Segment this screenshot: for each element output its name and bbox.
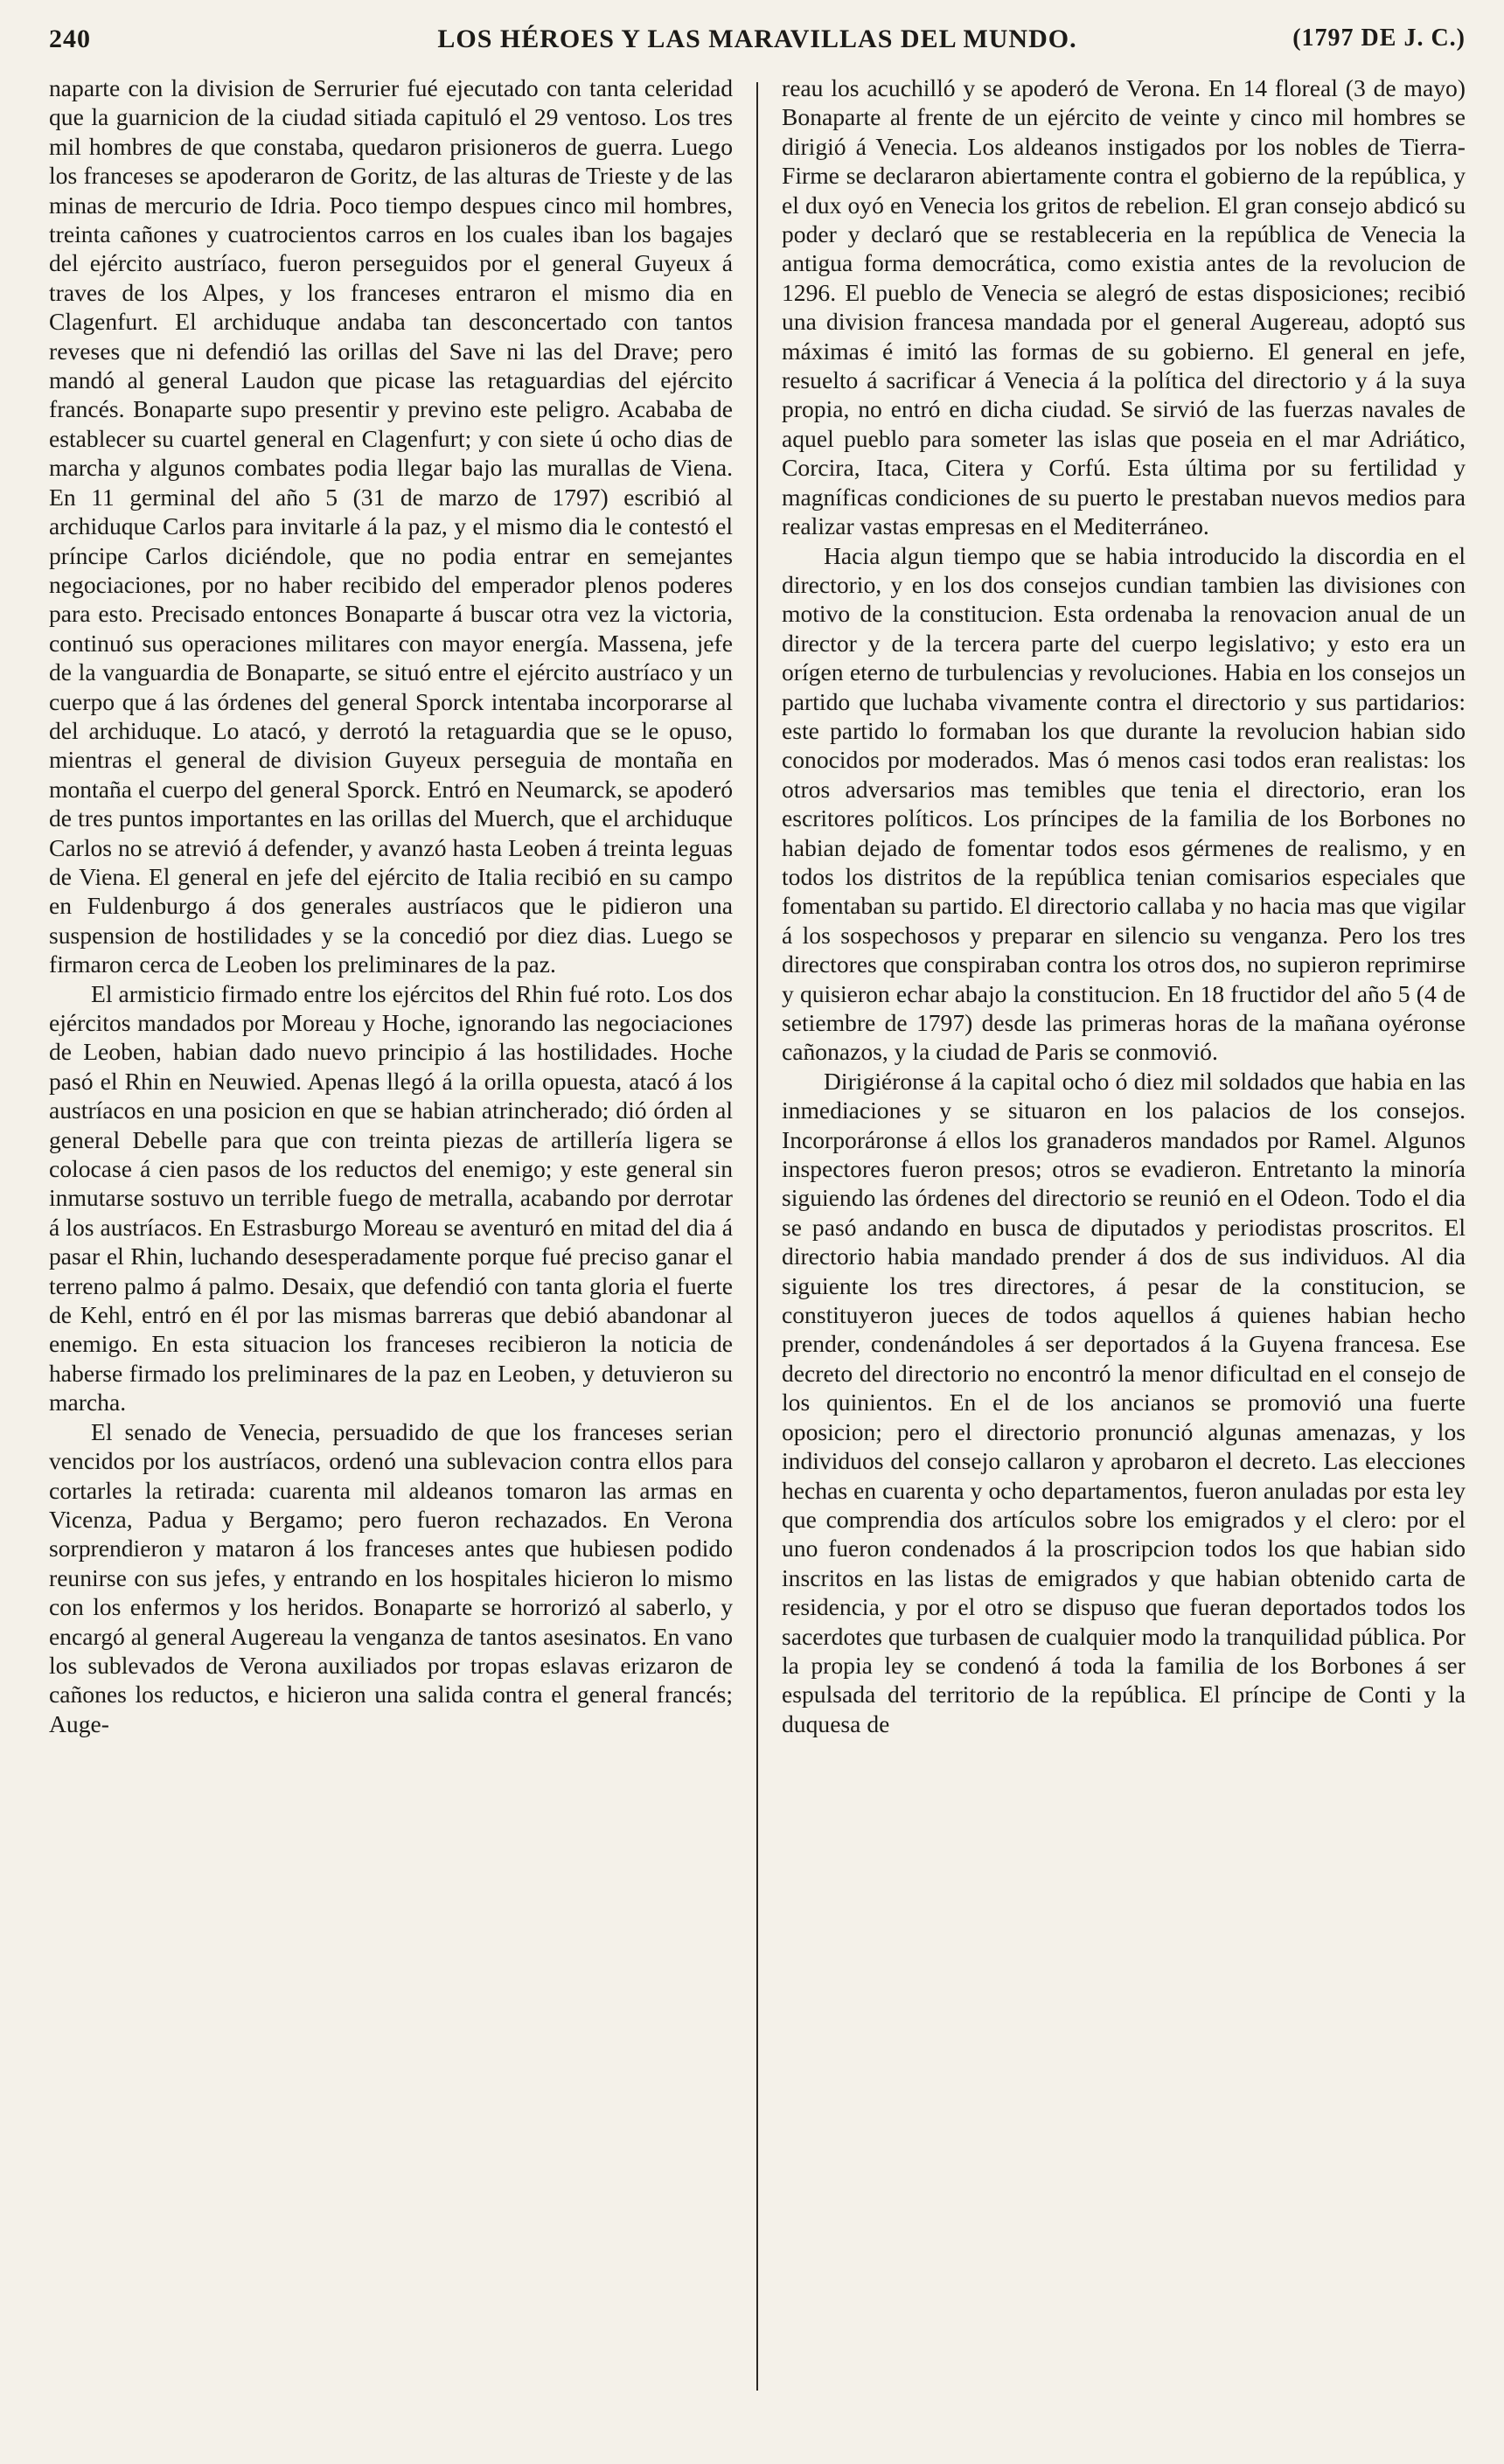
paragraph: naparte con la division de Serrurier fué ejecutado con tanta celeridad que la guarnicion de la ciudad sitiada capituló el 29 ventoso. Los tres mil hombres de que constaba, quedaron prisioneros de guerra. Luego los franceses se apoderaron de Goritz, de las alturas de Trieste y de las minas de mercurio de Idria. Poco tiempo despues cinco mil hombres, treinta cañones y cuatrocientos carros en los cuales iban los bagajes del ejército austríaco, fueron perseguidos por el general Guyeux á traves de los Alpes, y los franceses entraron el mismo dia en Clagenfurt. El archiduque andaba tan desconcertado con tantos reveses que ni defendió las orillas del Save ni las del Drave; pero mandó al general Laudon que picase las retaguardias del ejército francés. Bonaparte supo presentir y previno este peligro. Acababa de establecer su cuartel general en Clagenfurt; y con siete ú ocho dias de marcha y algunos combates podia llegar bajo las murallas de Viena. En 11 germinal del año 5 (31 de marzo de 1797) escribió al archiduque Carlos para invitarle á la paz, y el mismo dia le contestó el príncipe Carlos diciéndole, que no podia entrar en semejantes negociaciones, por no haber recibido del emperador plenos poderes para esto. Precisado entonces Bonaparte á buscar otra vez la victoria, continuó sus operaciones militares con mayor energía. Massena, jefe de la vanguardia de Bonaparte, se situó entre el ejército austríaco y un cuerpo que á las órdenes del general Sporck intentaba incorporarse al del archiduque. Lo atacó, y derrotó la retaguardia que se le opuso, mientras el general de division Guyeux perseguia de montaña en montaña el cuerpo del general Sporck. Entró en Neumarck, se apoderó de tres puntos importantes en las orillas del Muerch, que el archiduque Carlos no se atrevió á defender, y avanzó hasta Leoben á treinta leguas de Viena. El general en jefe del ejército de Italia recibió en su campo en Fuldenburgo á dos generales austríacos que le pidieron una suspension de hostilidades y se la concedió por diez dias. Luego se firmaron cerca de Leoben los preliminares de la paz. (49, 74, 733, 978)
column-divider (756, 82, 758, 2391)
running-header (49, 19, 1466, 65)
running-title: LOS HÉROES Y LAS MARAVILLAS DEL MUNDO. (437, 24, 1077, 53)
page (49, 19, 1466, 2441)
paragraph: El armisticio firmado entre los ejércitos del Rhin fué roto. Los dos ejércitos mandados por Moreau y Hoche, ignorando las negociaciones de Leoben, habian dado nuevo principio á las hostilidades. Hoche pasó el Rhin en Neuwied. Apenas llegó á la orilla opuesta, atacó á los austríacos en una posicion en que se habian atrincherado; dió órden al general Debelle para que con treinta piezas de artillería ligera se colocase á cien pasos de los reductos del enemigo; y este general sin inmutarse sostuvo un terrible fuego de metralla, acabando por derrotar á los austríacos. En Estrasburgo Moreau se aventuró en mitad del dia á pasar el Rhin, luchando desesperadamente porque fué preciso ganar el terreno palmo á palmo. Desaix, que defendió con tanta gloria el fuerte de Kehl, entró en él por las mismas barreras que debió abandonar al enemigo. En esta situacion los franceses recibieron la noticia de haberse firmado los preliminares de la paz en Leoben, y detuvieron su marcha. (49, 979, 733, 1416)
header-date: (1797 DE J. C.) (1292, 24, 1466, 52)
paragraph: Dirigiéronse á la capital ocho ó diez mil soldados que habia en las inmediaciones y se situaron en los palacios de los consejos. Incorporáronse á ellos los granaderos mandados por Ramel. Algunos inspectores fueron presos; otros se evadieron. Entretanto la minoría siguiendo las órdenes del directorio se reunió en el Odeon. Todo el dia se pasó andando en busca de diputados y periodistas proscritos. El directorio habia mandado prender á dos de sus individuos. Al dia siguiente los tres directores, á pesar de la constitucion, se constituyeron jueces de todos aquellos á quienes habian hecho prender, condenándoles á ser deportados á la Guyena francesa. Ese decreto del directorio no encontró la menor dificultad en el consejo de los quinientos. En el de los ancianos se promovió una fuerte oposicion; pero el directorio pronunció algunas amenazas, y los individuos del consejo callaron y aprobaron el decreto. Las elecciones hechas en cuarenta y ocho departamentos, fueron anuladas por esta ley que comprendia dos artículos sobre los emigrados y el clero: por el uno fueron condenados á la proscripcion todos los que habian sido inscritos en las listas de emigrados y que habian obtenido carta de residencia, y por el otro se dispuso que fueran deportados todos los sacerdotes que turbasen de cualquier modo la tranquilidad pública. Por la propia ley se condenó á toda la familia de los Borbones á ser espulsada del territorio de la república. El príncipe de Conti y la duquesa de (782, 1067, 1466, 1737)
paragraph: El senado de Venecia, persuadido de que los franceses serian vencidos por los austríacos, ordenó una sublevacion contra ellos para cortarles la retirada: cuarenta mil aldeanos tomaron las armas en Vicenza, Padua y Bergamo; pero fueron rechazados. En Verona sorprendieron y mataron á los franceses antes que hubiesen podido reunirse con sus jefes, y entrando en los hospitales hicieron lo mismo con los enfermos y los heridos. Bonaparte se horrorizó al saberlo, y encargó al general Augereau la venganza de tantos asesinatos. En vano los sublevados de Verona auxiliados por tropas eslavas erizaron de cañones los reductos, e hicieron una salida contra el general francés; Auge- (49, 1417, 733, 1737)
paragraph: reau los acuchilló y se apoderó de Verona. En 14 floreal (3 de mayo) Bonaparte al frente de un ejército de veinte y cinco mil hombres se dirigió á Venecia. Los aldeanos instigados por los nobles de Tierra-Firme se declararon abiertamente contra el gobierno de la república, y el dux oyó en Venecia los gritos de rebelion. El gran consejo abdicó su poder y declaró que se restableceria en la república de Venecia la antigua forma democrática, como existia antes de la revolucion de 1296. El pueblo de Venecia se alegró de estas disposiciones; recibió una division francesa mandada por el general Augereau, adoptó sus máximas é imitó las formas de su gobierno. El general en jefe, resuelto á sacrificar á Venecia á la política del directorio y á la suya propia, no entró en dicha ciudad. Se sirvió de las fuerzas navales de aquel pueblo para someter las islas que poseia en el mar Adriático, Corcira, Itaca, Citera y Corfú. Esta última por su fertilidad y magníficas condiciones de su puerto le prestaban nuevos medios para realizar vastas empresas en el Mediterráneo. (782, 74, 1466, 540)
text-columns (49, 73, 1466, 2434)
right-column (782, 73, 1466, 2434)
paragraph: Hacia algun tiempo que se habia introducido la discordia en el directorio, y en los dos consejos cundian tambien las divisiones con motivo de la constitucion. Esta ordenaba la renovacion anual de un director y de la tercera parte del cuerpo legislativo; y esto era un orígen eterno de turbulencias y revoluciones. Habia en los consejos un partido que luchaba vivamente contra el directorio y sus partidarios: este partido lo formaban los que durante la revolucion habian sido conocidos por moderados. Mas ó menos casi todos eran realistas: los otros adversarios mas temibles que tenia el directorio, eran los escritores políticos. Los príncipes de la familia de los Borbones no habian dejado de fomentar todos esos gérmenes de realismo, y en todos los distritos de la república tenian comisarios especiales que fomentaban su partido. El directorio callaba y no hacia mas que vigilar á los sospechosos y preparar en silencio su venganza. Pero los tres directores que conspiraban contra los otros dos, no supieron reprimirse y quisieron echar abajo la constitucion. En 18 fructidor del año 5 (4 de setiembre de 1797) desde las primeras horas de la mañana oyéronse cañonazos, y la ciudad de Paris se conmovió. (782, 541, 1466, 1066)
page-number: 240 (49, 24, 91, 53)
left-column (49, 73, 733, 2434)
